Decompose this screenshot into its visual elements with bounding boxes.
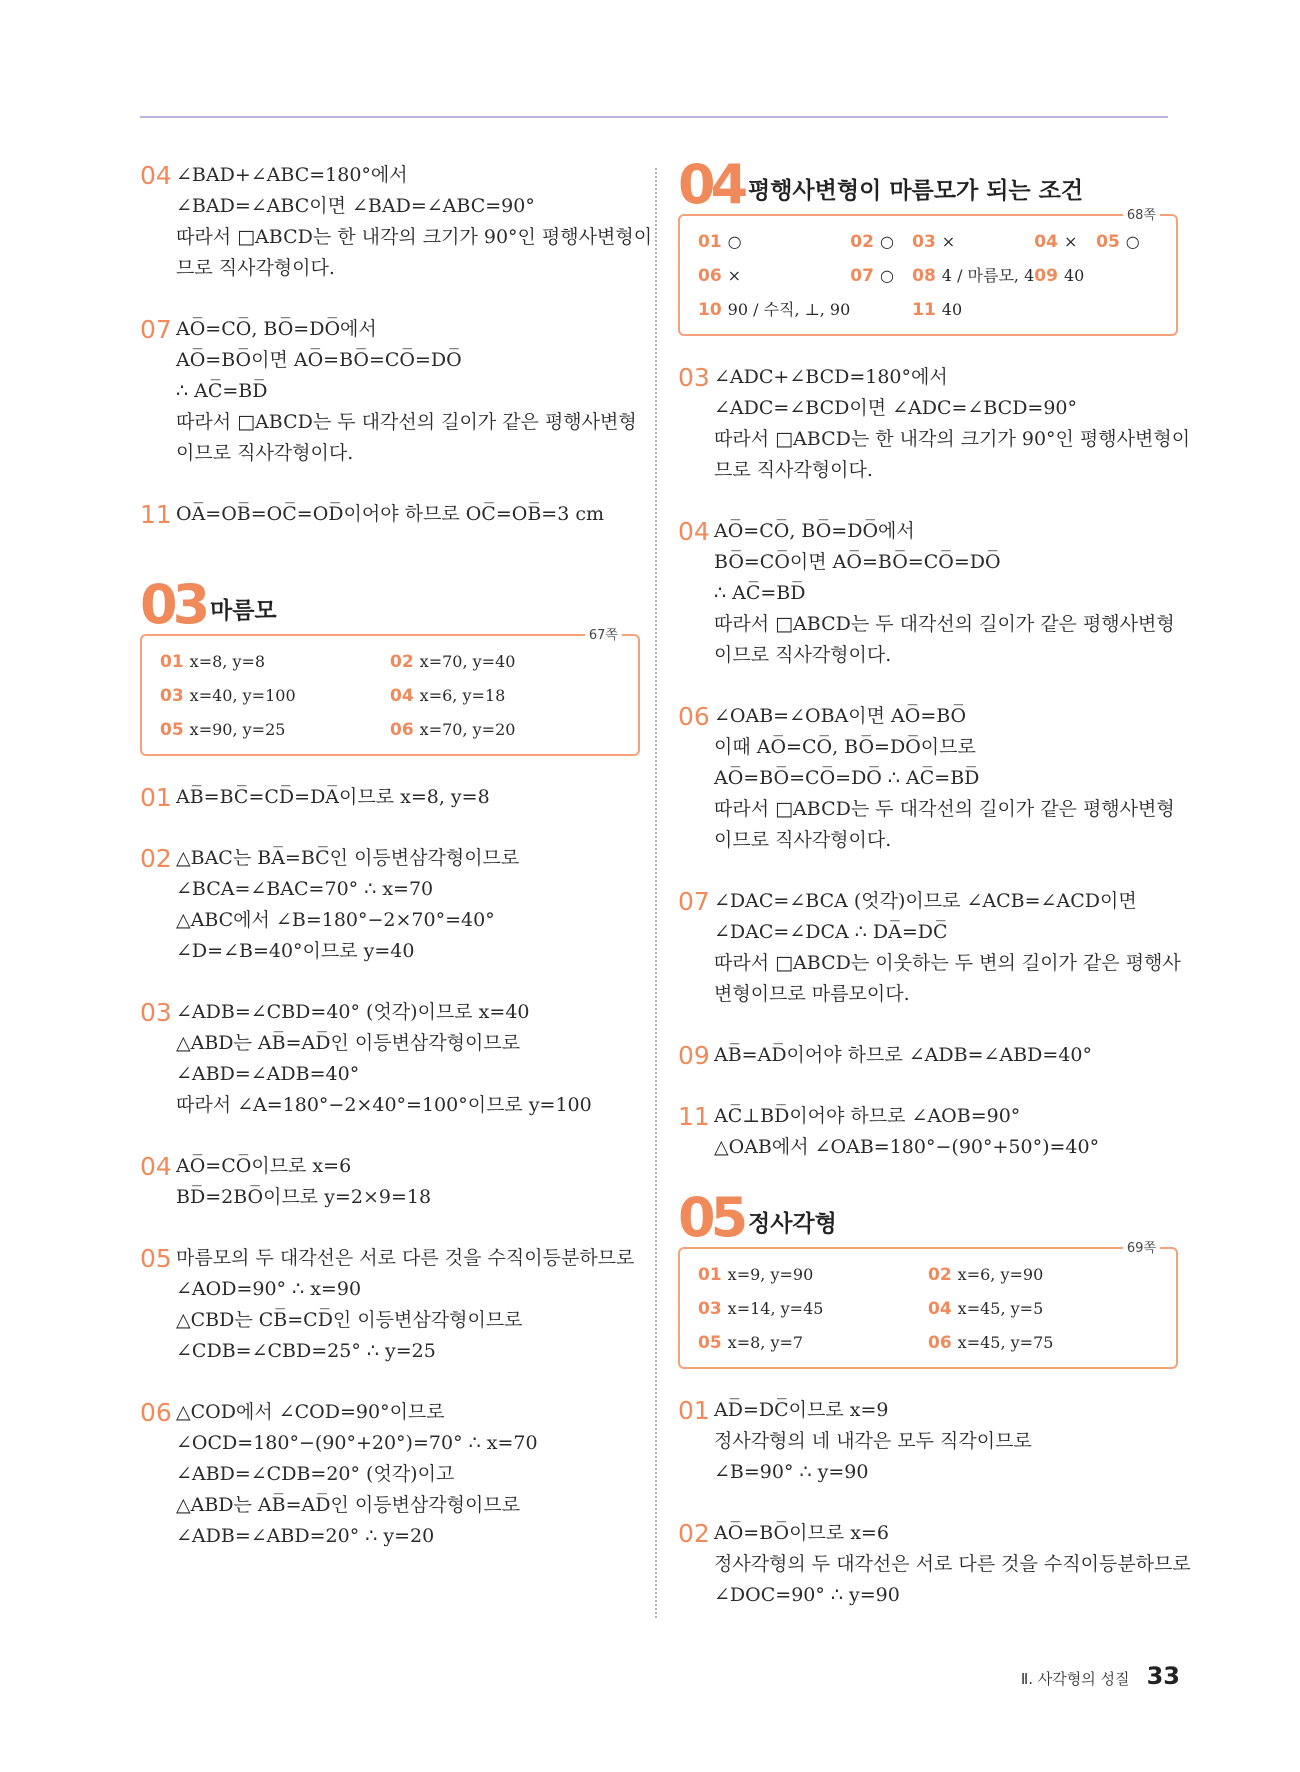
solution-line: △COD에서 ∠COD=90°이므로: [176, 1401, 445, 1423]
solution-line: 따라서 □ABCD는 한 내각의 크기가 90°인 평행사변형이: [176, 226, 653, 248]
answer-text: ○: [879, 232, 894, 251]
answer-text: x=8, y=8: [189, 652, 266, 671]
solution-line: BO̅=CO̅이면 AO̅=BO̅=CO̅=DO̅: [714, 551, 1001, 573]
solution-line: ∠ABD=∠CDB=20° (엇각)이고: [176, 1463, 455, 1485]
solution-line: ∠OCD=180°−(90°+20°)=70° ∴ x=70: [176, 1432, 538, 1454]
solution-number: 03: [140, 998, 172, 1027]
answer-item: [928, 1261, 1158, 1289]
solution-number: 06: [140, 1398, 172, 1427]
answer-number: 06: [928, 1333, 952, 1353]
solution-item: [140, 1243, 640, 1367]
answer-number: 05: [160, 720, 184, 740]
answer-text: x=6, y=18: [419, 686, 506, 705]
solution-line: 따라서 □ABCD는 두 대각선의 길이가 같은 평행사변형: [714, 798, 1175, 820]
solution-line: ∠CDB=∠CBD=25° ∴ y=25: [176, 1340, 436, 1362]
solution-line: ∠BAD=∠ABC이면 ∠BAD=∠ABC=90°: [176, 195, 535, 217]
answer-text: x=40, y=100: [189, 686, 296, 705]
solution-line: AB̅=AD̅이어야 하므로 ∠ADB=∠ABD=40°: [714, 1044, 1092, 1066]
answer-item: [160, 716, 390, 744]
answer-grid: [698, 228, 1158, 324]
answer-item: [390, 648, 620, 676]
right-column: [678, 153, 1191, 1641]
section-number: 03: [140, 573, 206, 636]
solution-line: 따라서 □ABCD는 두 대각선의 길이가 같은 평행사변형: [714, 613, 1175, 635]
solution-line: △BAC는 BA̅=BC̅인 이등변삼각형이므로: [176, 847, 520, 869]
answer-text: ×: [727, 266, 742, 285]
answer-item: [1096, 296, 1158, 324]
answer-item: [390, 716, 620, 744]
answer-number: 07: [850, 266, 874, 286]
solution-line: ∠B=90° ∴ y=90: [714, 1461, 869, 1483]
answer-text: ○: [727, 232, 742, 251]
solution-line: AO̅=BO̅=CO̅=DO̅ ∴ AC̅=BD̅: [714, 767, 980, 789]
section-number: 04: [678, 153, 744, 216]
previous-solutions: [140, 160, 653, 530]
answer-number: 05: [1096, 232, 1120, 252]
solution-line: △CBD는 CB̅=CD̅인 이등변삼각형이므로: [176, 1309, 523, 1331]
answer-number: 03: [912, 232, 936, 252]
answer-box: [140, 628, 640, 756]
solution-line: 정사각형의 네 내각은 모두 직각이므로: [714, 1430, 1032, 1452]
answer-number: 01: [698, 1265, 722, 1285]
solution-line: ∠DAC=∠BCA (엇각)이므로 ∠ACB=∠ACD이면: [714, 890, 1137, 912]
answer-number: 11: [912, 300, 936, 320]
answer-item: [698, 262, 850, 290]
answer-box: [678, 208, 1178, 336]
solution-line: 이므로 직사각형이다.: [714, 644, 892, 666]
solution-number: 02: [140, 844, 172, 873]
answer-item: [698, 228, 850, 256]
solution-item: [678, 886, 1181, 1010]
column-divider: [655, 168, 657, 1618]
solution-number: 04: [140, 161, 172, 190]
solution-item: [140, 1397, 640, 1552]
solution-line: ∠BAD+∠ABC=180°에서: [176, 164, 408, 186]
section-title: 정사각형: [748, 1211, 837, 1237]
solution-item: [140, 160, 653, 284]
solution-line: ∠ABD=∠ADB=40°: [176, 1063, 360, 1085]
solution-item: [140, 997, 640, 1121]
answer-text: 90 / 수직, ⊥, 90: [727, 300, 851, 319]
page-reference: 68쪽: [1123, 204, 1160, 223]
solution-number: 07: [140, 315, 172, 344]
page-number: 33: [1146, 1662, 1180, 1690]
answer-item: [698, 1261, 928, 1289]
solution-line: △ABC에서 ∠B=180°−2×70°=40°: [176, 909, 495, 931]
solution-line: ∠OAB=∠OBA이면 AO̅=BO̅: [714, 705, 967, 727]
answer-number: 04: [928, 1299, 952, 1319]
answer-item: [912, 228, 1034, 256]
answer-number: 02: [850, 232, 874, 252]
solution-line: AO̅=CO̅, BO̅=DO̅에서: [714, 520, 915, 542]
answer-number: 04: [1034, 232, 1058, 252]
answer-item: [850, 296, 912, 324]
answer-number: 06: [390, 720, 414, 740]
answer-text: ×: [941, 232, 956, 251]
answer-text: 4 / 마름모, 4: [941, 266, 1035, 285]
answer-number: 08: [912, 266, 936, 286]
solution-line: 변형이므로 마름모이다.: [714, 983, 910, 1005]
answer-text: 40: [941, 300, 963, 319]
answer-box: [678, 1241, 1178, 1369]
section-03-solutions: [140, 782, 640, 1552]
page-reference: 69쪽: [1123, 1237, 1160, 1256]
page-reference: 67쪽: [585, 624, 622, 643]
solution-line: 므로 직사각형이다.: [714, 459, 873, 481]
answer-number: 04: [390, 686, 414, 706]
solution-line: AO̅=CO̅이므로 x=6: [176, 1155, 352, 1177]
solution-line: ∴ AC̅=BD̅: [714, 582, 806, 604]
answer-item: [928, 1329, 1158, 1357]
answer-text: x=14, y=45: [727, 1299, 824, 1318]
solution-line: 마름모의 두 대각선은 서로 다른 것을 수직이등분하므로: [176, 1247, 635, 1269]
solution-item: [678, 701, 1178, 856]
solution-line: 따라서 ∠A=180°−2×40°=100°이므로 y=100: [176, 1094, 592, 1116]
answer-text: x=9, y=90: [727, 1265, 814, 1284]
answer-text: ○: [879, 266, 894, 285]
section-04-solutions: [678, 362, 1191, 1163]
answer-item: [912, 296, 1034, 324]
answer-text: x=90, y=25: [189, 720, 286, 739]
solution-number: 03: [678, 363, 710, 392]
solution-number: 05: [140, 1244, 172, 1273]
answer-item: [1096, 262, 1158, 290]
solution-line: ∠D=∠B=40°이므로 y=40: [176, 940, 415, 962]
solution-line: ∴ AC̅=BD̅: [176, 380, 268, 402]
solution-line: AO̅=CO̅, BO̅=DO̅에서: [176, 318, 377, 340]
answer-number: 02: [928, 1265, 952, 1285]
solution-number: 11: [678, 1102, 710, 1131]
answer-number: 01: [698, 232, 722, 252]
answer-item: [912, 262, 1034, 290]
solution-line: 이므로 직사각형이다.: [176, 442, 354, 464]
answer-item: [850, 228, 912, 256]
solution-item: [678, 1395, 1178, 1488]
answer-item: [698, 1329, 928, 1357]
solution-item: [140, 843, 640, 967]
chapter-label: Ⅱ. 사각형의 성질: [1020, 1670, 1130, 1688]
answer-item: [928, 1295, 1158, 1323]
answer-text: ×: [1063, 232, 1078, 251]
answer-item: [1034, 262, 1096, 290]
solution-line: 이므로 직사각형이다.: [714, 829, 892, 851]
solution-line: 따라서 □ABCD는 이웃하는 두 변의 길이가 같은 평행사: [714, 952, 1181, 974]
answer-item: [850, 262, 912, 290]
answer-item: [390, 682, 620, 710]
answer-number: 05: [698, 1333, 722, 1353]
solution-line: ∠ADB=∠CBD=40° (엇각)이므로 x=40: [176, 1001, 530, 1023]
solution-number: 04: [678, 517, 710, 546]
solution-line: OA̅=OB̅=OC̅=OD̅이어야 하므로 OC̅=OB̅=3 cm: [176, 503, 605, 525]
solution-number: 04: [140, 1152, 172, 1181]
answer-number: 06: [698, 266, 722, 286]
answer-text: x=70, y=40: [419, 652, 516, 671]
section-number: 05: [678, 1186, 744, 1249]
left-column: [140, 160, 653, 1582]
answer-number: 03: [698, 1299, 722, 1319]
solution-line: 따라서 □ABCD는 두 대각선의 길이가 같은 평행사변형: [176, 411, 637, 433]
solution-line: AB̅=BC̅=CD̅=DA̅이므로 x=8, y=8: [176, 786, 490, 808]
solution-line: △ABD는 AB̅=AD̅인 이등변삼각형이므로: [176, 1494, 521, 1516]
solution-item: [678, 1518, 1191, 1611]
answer-item: [1096, 228, 1158, 256]
solution-line: AD̅=DC̅이므로 x=9: [714, 1399, 889, 1421]
solution-item: [678, 362, 1191, 486]
page-footer: [1021, 1662, 1180, 1690]
solution-item: [140, 314, 640, 469]
section-title: 마름모: [210, 598, 277, 624]
answer-item: [160, 682, 390, 710]
answer-item: [160, 648, 390, 676]
solution-line: AO̅=BO̅이면 AO̅=BO̅=CO̅=DO̅: [176, 349, 462, 371]
solution-line: ∠DOC=90° ∴ y=90: [714, 1584, 900, 1606]
solution-number: 07: [678, 887, 710, 916]
solution-line: 므로 직사각형이다.: [176, 257, 335, 279]
solution-line: ∠ADC+∠BCD=180°에서: [714, 366, 948, 388]
solution-number: 01: [678, 1396, 710, 1425]
section-title: 평행사변형이 마름모가 되는 조건: [748, 178, 1084, 204]
solution-number: 09: [678, 1041, 710, 1070]
answer-item: [698, 1295, 928, 1323]
solution-item: [678, 1040, 1178, 1071]
solution-line: ∠AOD=90° ∴ x=90: [176, 1278, 362, 1300]
solution-line: ∠ADB=∠ABD=20° ∴ y=20: [176, 1525, 435, 1547]
answer-item: [1034, 228, 1096, 256]
solution-item: [140, 782, 640, 813]
answer-grid: [160, 648, 620, 744]
solution-line: 정사각형의 두 대각선은 서로 다른 것을 수직이등분하므로: [714, 1553, 1191, 1575]
answer-text: ○: [1125, 232, 1140, 251]
solution-item: [140, 499, 640, 530]
solution-line: AO̅=BO̅이므로 x=6: [714, 1522, 889, 1544]
answer-text: 40: [1063, 266, 1085, 285]
answer-text: x=70, y=20: [419, 720, 516, 739]
solution-number: 02: [678, 1519, 710, 1548]
solution-item: [140, 1151, 640, 1213]
solution-line: △ABD는 AB̅=AD̅인 이등변삼각형이므로: [176, 1032, 521, 1054]
header-rule: [140, 116, 1168, 118]
answer-number: 10: [698, 300, 722, 320]
answer-text: x=45, y=75: [957, 1333, 1054, 1352]
answer-number: 02: [390, 652, 414, 672]
solution-line: AC̅⊥BD̅이어야 하므로 ∠AOB=90°: [714, 1105, 1021, 1127]
answer-text: x=8, y=7: [727, 1333, 804, 1352]
solution-line: 따라서 □ABCD는 한 내각의 크기가 90°인 평행사변형이: [714, 428, 1191, 450]
solution-line: BD̅=2BO̅이므로 y=2×9=18: [176, 1186, 432, 1208]
solution-line: ∠ADC=∠BCD이면 ∠ADC=∠BCD=90°: [714, 397, 1078, 419]
answer-item: [698, 296, 850, 324]
section-05-solutions: [678, 1395, 1191, 1611]
answer-item: [1034, 296, 1096, 324]
solution-line: △OAB에서 ∠OAB=180°−(90°+50°)=40°: [714, 1136, 1100, 1158]
answer-grid: [698, 1261, 1158, 1357]
solution-line: ∠BCA=∠BAC=70° ∴ x=70: [176, 878, 434, 900]
answer-number: 03: [160, 686, 184, 706]
solution-line: 이때 AO̅=CO̅, BO̅=DO̅이므로: [714, 736, 976, 758]
solution-item: [678, 1101, 1178, 1163]
solution-line: ∠DAC=∠DCA ∴ DA̅=DC̅: [714, 921, 948, 943]
solution-number: 06: [678, 702, 710, 731]
answer-text: x=6, y=90: [957, 1265, 1044, 1284]
solution-number: 01: [140, 783, 172, 812]
answer-number: 01: [160, 652, 184, 672]
solution-number: 11: [140, 500, 172, 529]
answer-number: 09: [1034, 266, 1058, 286]
solution-item: [678, 516, 1178, 671]
answer-text: x=45, y=5: [957, 1299, 1044, 1318]
